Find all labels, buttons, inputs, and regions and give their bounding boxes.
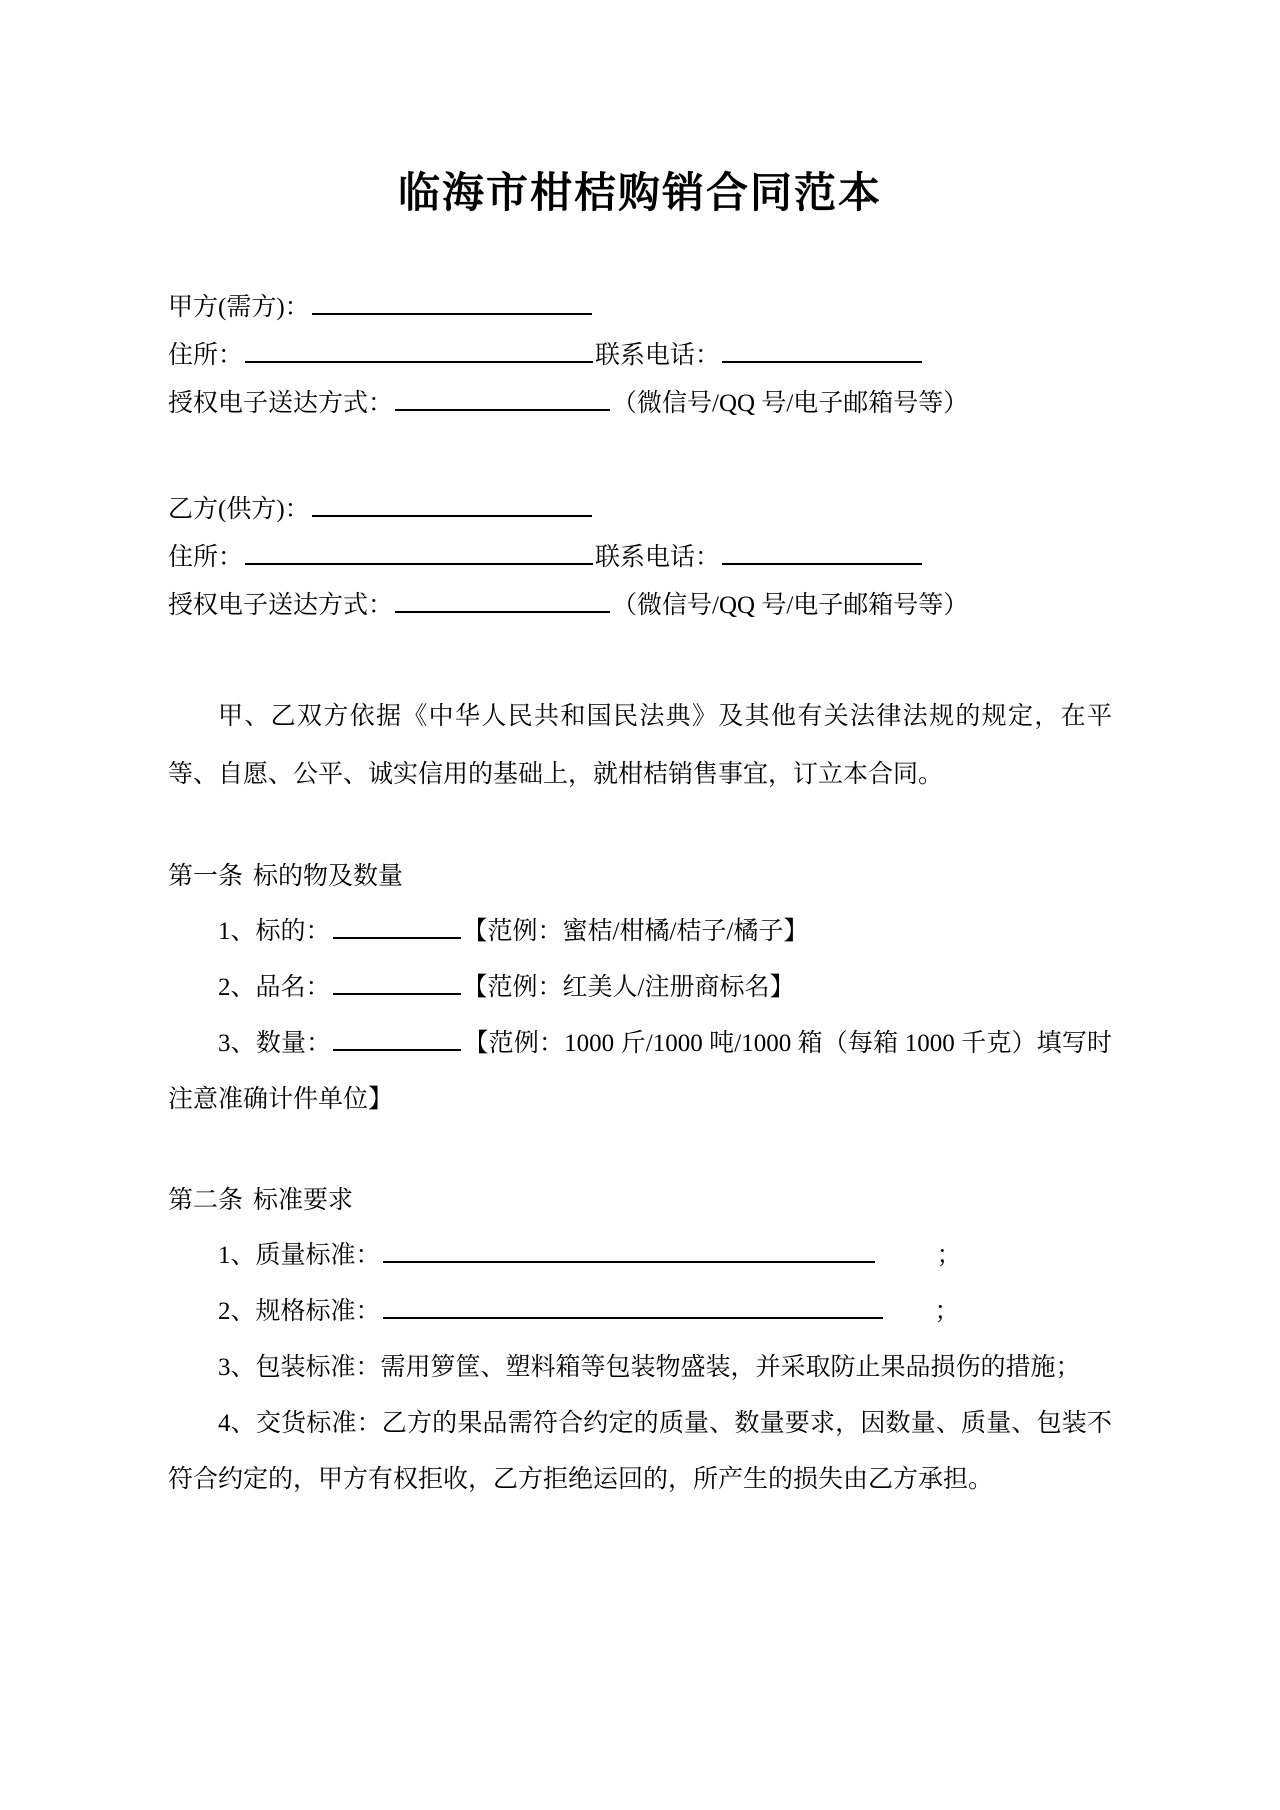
article-1-item-2-label: 2、品名： [218,974,331,1002]
article-1-item-2 [168,960,1112,1016]
article-1-item-3 [168,1016,1112,1128]
party-b-name-input[interactable] [312,489,592,517]
party-b-name-label: 乙方(供方)： [168,496,310,524]
party-b-name-row [168,486,1112,534]
party-a-address-input[interactable] [245,335,593,363]
party-b-edelivery-note: （微信号/QQ 号/电子邮箱号等） [612,592,969,620]
article-2-item-1-terminator: ； [936,1242,962,1270]
party-a-address-row [168,332,1112,380]
preamble-spacer [168,630,1112,688]
article-1-item-1-example: 【范例：蜜桔/柑橘/桔子/橘子】 [462,918,809,946]
article-2-item-1-label: 1、质量标准： [218,1242,381,1270]
article-2-heading [168,1174,1112,1228]
party-b-address-input[interactable] [245,537,593,565]
party-a-name-input[interactable] [312,287,592,315]
party-b-address-row [168,534,1112,582]
article-1-item-3-input[interactable] [333,1023,461,1051]
document-content [168,0,1112,1508]
party-a-edelivery-row [168,380,1112,428]
party-a-phone-label: 联系电话： [595,342,721,370]
article-2-item-2-terminator: ； [934,1298,960,1326]
article-1-item-1 [168,904,1112,960]
party-b-phone-input[interactable] [722,537,922,565]
article-1-item-1-label: 1、标的： [218,918,331,946]
page-title: 临海市柑桔购销合同范本 [397,169,882,216]
title-spacer [168,218,1112,284]
article-1-title: 标的物及数量 [253,863,404,891]
article-2-spacer [168,1128,1112,1174]
party-a-edelivery-input[interactable] [395,383,610,411]
article-1-spacer [168,804,1112,850]
article-2-item-2-input[interactable] [383,1291,883,1319]
party-a-phone-input[interactable] [722,335,922,363]
article-2-item-1 [168,1228,1112,1284]
article-2-number: 第二条 [168,1187,244,1215]
party-b-edelivery-input[interactable] [395,585,610,613]
article-1-item-2-example: 【范例：红美人/注册商标名】 [462,974,795,1002]
party-separator [168,428,1112,486]
article-1-number: 第一条 [168,863,244,891]
party-a-address-label: 住所： [168,342,244,370]
article-1-heading [168,850,1112,904]
article-2-item-4: 4、交货标准：乙方的果品需符合约定的质量、数量要求，因数量、质量、包装不符合约定的，甲方有权拒收，乙方拒绝运回的，所产生的损失由乙方承担。 [168,1410,1112,1494]
article-1-item-3-label: 3、数量： [218,1030,332,1058]
article-1-item-2-input[interactable] [333,967,461,995]
article-2-item-2 [168,1284,1112,1340]
party-a-name-row [168,284,1112,332]
article-2-item-1-input[interactable] [383,1235,875,1263]
party-b-address-label: 住所： [168,544,244,572]
party-a-edelivery-note: （微信号/QQ 号/电子邮箱号等） [612,390,969,418]
party-a-name-label: 甲方(需方)： [168,294,310,322]
preamble-paragraph: 甲、乙双方依据《中华人民共和国民法典》及其他有关法律法规的规定，在平等、自愿、公平、诚实信用的基础上，就柑桔销售事宜，订立本合同。 [168,703,1112,789]
article-2-item-3: 3、包装标准：需用箩筐、塑料箱等包装物盛装，并采取防止果品损伤的措施； [218,1354,1081,1382]
party-a-edelivery-label: 授权电子送达方式： [168,390,394,418]
article-2-item-2-label: 2、规格标准： [218,1298,381,1326]
article-2-title: 标准要求 [253,1187,354,1215]
party-b-edelivery-row [168,582,1112,630]
article-1-item-1-input[interactable] [333,911,461,939]
party-b-phone-label: 联系电话： [595,544,721,572]
article-1-item-3-example: 【范例：1000 斤/1000 吨/1000 箱（每箱 1000 千克）填写时注意准确计件单位】 [168,1030,1112,1114]
party-b-edelivery-label: 授权电子送达方式： [168,592,394,620]
